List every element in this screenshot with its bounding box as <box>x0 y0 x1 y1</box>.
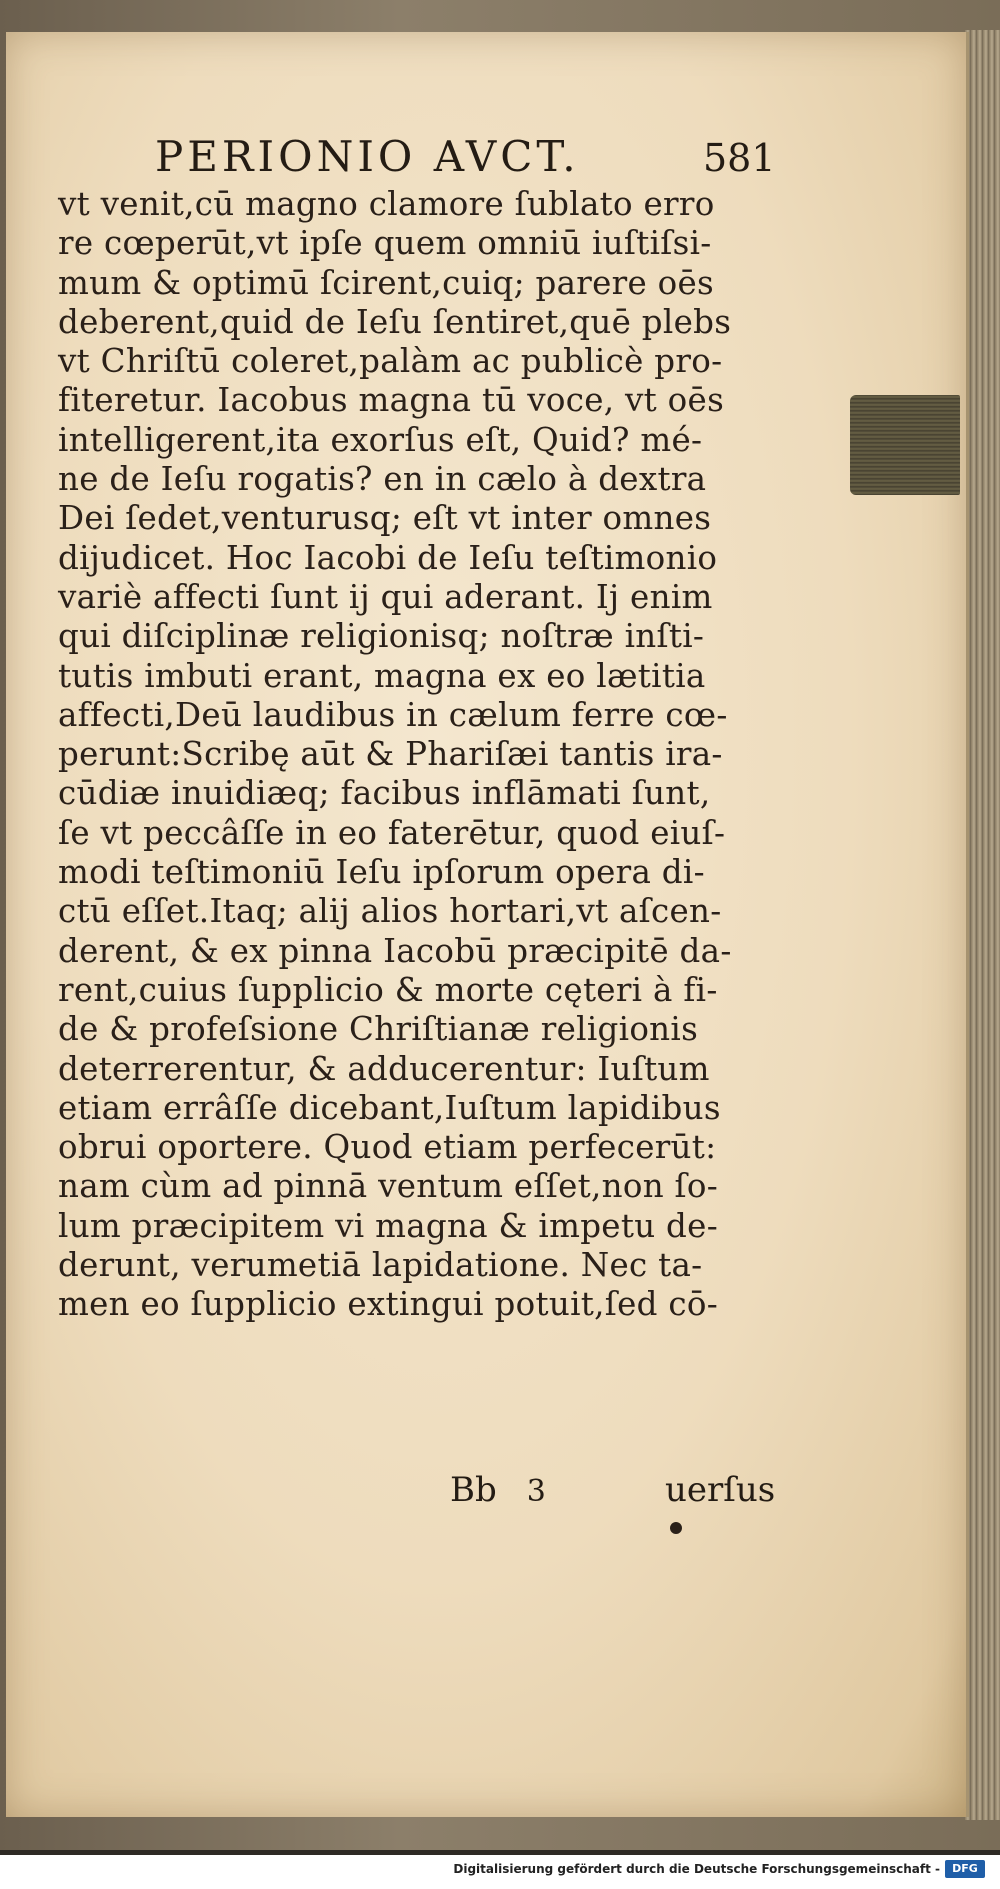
text-line: men eo ſupplicio extingui potuit,ſed cō- <box>58 1285 718 1324</box>
ink-dot <box>670 1522 682 1534</box>
bookmark-thread <box>850 395 960 495</box>
text-line: etiam errâſſe dicebant,Iuſtum lapidibus <box>58 1088 721 1127</box>
running-head-title: PERIONIO AVCT. <box>155 132 580 181</box>
catchword: uerſus <box>665 1470 776 1510</box>
text-line: vt Chriſtū coleret,palàm ac publicè pro- <box>58 342 723 381</box>
text-line: qui diſciplinæ religionisq; noſtræ inſti- <box>58 617 705 656</box>
text-line: ne de Ieſu rogatis? en in cælo à dextra <box>58 460 707 499</box>
text-line: rent,cuius ſupplicio & morte cęteri à fi- <box>58 970 718 1009</box>
dfg-logo-icon: DFG <box>945 1860 985 1878</box>
text-line: variè affecti ſunt ij qui aderant. Ij enim <box>58 577 713 616</box>
text-line: modi teſtimoniū Ieſu ipſorum opera di- <box>58 853 705 892</box>
signature-mark <box>450 1470 546 1510</box>
text-line: ſe vt peccâſſe in eo faterētur, quod eiuſ- <box>58 813 726 852</box>
text-line: deterrerentur, & adducerentur: Iuſtum <box>58 1049 710 1088</box>
signature-number: 3 <box>526 1474 546 1509</box>
page-number: 581 <box>703 136 776 180</box>
page-edges <box>965 30 1000 1820</box>
body-text <box>58 185 798 1325</box>
running-head <box>60 132 800 188</box>
text-line: lum præcipitem vi magna & impetu de- <box>58 1206 718 1245</box>
footer-credit: Digitalisierung gefördert durch die Deutsche Forschungsgemeinschaft - <box>453 1862 940 1876</box>
text-line: derunt, verumetiā lapidatione. Nec ta- <box>58 1246 703 1285</box>
text-line: cūdiæ inuidiæq; facibus inflāmati ſunt, <box>58 774 711 813</box>
text-line: de & profeſsione Chriſtianæ religionis <box>58 1010 699 1049</box>
text-line: Dei ſedet,venturusq; eſt vt inter omnes <box>58 499 712 538</box>
text-line: affecti,Deū laudibus in cælum ferre cœ- <box>58 695 728 734</box>
text-line: vt venit,cū magno clamore ſublato erro <box>58 185 715 223</box>
text-line: derent, & ex pinna Iacobū præcipitē da- <box>58 931 732 970</box>
text-line: mum & optimū ſcirent,cuiq; parere oēs <box>58 263 715 302</box>
text-line: deberent,quid de Ieſu ſentiret,quē plebs <box>58 302 732 341</box>
text-line: tutis imbuti erant, magna ex eo lætitia <box>58 656 706 695</box>
text-line: ctū eſſet.Itaq; alij alios hortari,vt aſcen- <box>58 892 722 931</box>
text-line: re cœperūt,vt ipſe quem omniū iuſtiſsi- <box>58 224 712 263</box>
text-line: perunt:Scribę aūt & Phariſæi tantis ira- <box>58 735 723 774</box>
text-line: intelligerent,ita exorſus eſt, Quid? mé- <box>58 420 703 459</box>
text-line: obrui oportere. Quod etiam perfecerūt: <box>58 1128 717 1167</box>
signature-letters: Bb <box>450 1470 497 1510</box>
text-line: fiteretur. Iacobus magna tū voce, vt oēs <box>58 381 725 420</box>
text-line: nam cùm ad pinnā ventum eſſet,non ſo- <box>58 1167 719 1206</box>
text-line: dijudicet. Hoc Iacobi de Ieſu teſtimonio <box>58 538 718 577</box>
